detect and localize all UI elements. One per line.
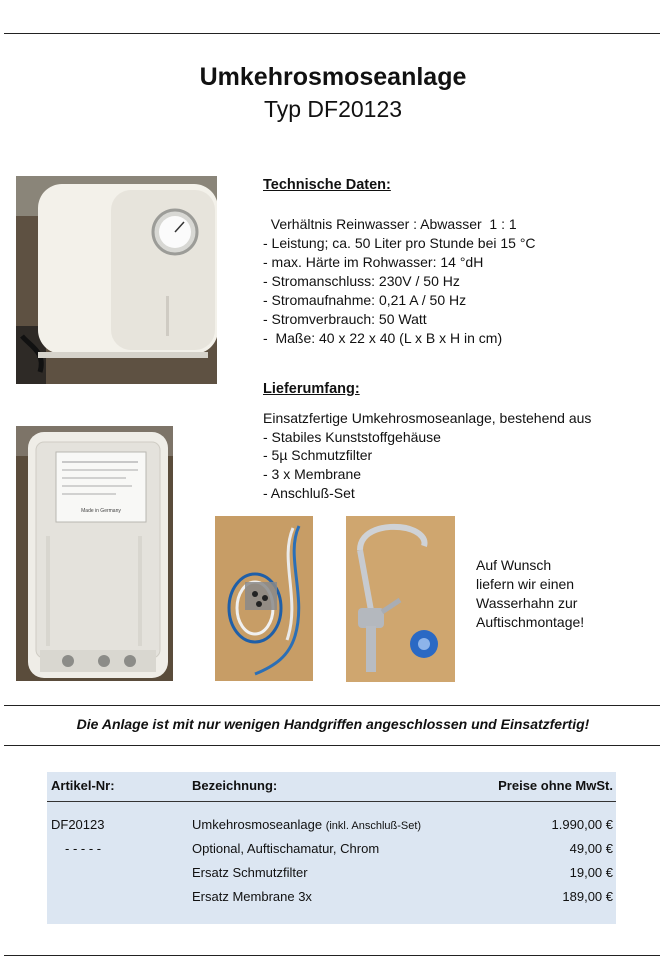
tech-spec-line: - Stromanschluss: 230V / 50 Hz	[263, 273, 460, 289]
tagline: Die Anlage ist mit nur wenigen Handgriffen angeschlossen und Einsatzfertig!	[76, 716, 590, 732]
bottom-rule	[4, 955, 660, 956]
connection-set-photo	[215, 516, 313, 681]
faucet-photo	[346, 516, 455, 682]
row-price: 49,00 €	[569, 841, 613, 856]
faucet-offer-line: Auf Wunsch	[476, 557, 552, 573]
header-article: Artikel-Nr:	[51, 778, 115, 793]
tech-spec-line: Verhältnis Reinwasser : Abwasser 1 : 1	[263, 216, 517, 232]
top-rule	[4, 33, 660, 34]
delivery-line: - Anschluß-Set	[263, 485, 355, 501]
row-name-note: (inkl. Anschluß-Set)	[325, 820, 422, 832]
delivery-heading: Lieferumfang:	[263, 381, 360, 397]
row-name: Ersatz Schmutzfilter	[192, 865, 308, 880]
faucet-offer-line: liefern wir einen	[476, 576, 575, 592]
delivery-line: - Stabiles Kunststoffgehäuse	[263, 429, 441, 445]
made-in-germany-label: Made in Germany	[81, 508, 121, 514]
faucet-offer-line: Wasserhahn zur	[476, 595, 578, 611]
header-price: Preise ohne MwSt.	[498, 778, 613, 793]
tech-spec-line: - Leistung; ca. 50 Liter pro Stunde bei 15 °C	[263, 235, 536, 251]
tech-spec-line: - Stromverbrauch: 50 Watt	[263, 311, 427, 327]
tech-heading: Technische Daten:	[263, 177, 391, 193]
unit-back-photo	[16, 426, 173, 681]
row-name-text: Umkehrosmoseanlage	[192, 817, 323, 832]
price-table	[47, 772, 616, 924]
tech-spec-line: - Stromaufnahme: 0,21 A / 50 Hz	[263, 292, 467, 308]
row-article: DF20123	[51, 817, 105, 832]
delivery-line: Einsatzfertige Umkehrosmoseanlage, bestehend aus	[263, 410, 592, 426]
tech-spec-line: - max. Härte im Rohwasser: 14 °dH	[263, 254, 484, 270]
tagline-bottom-rule	[4, 745, 660, 746]
row-name	[192, 817, 421, 832]
row-name: Ersatz Membrane 3x	[192, 889, 312, 904]
faucet-offer-text	[476, 556, 584, 632]
row-price: 19,00 €	[569, 865, 613, 880]
page-title: Umkehrosmoseanlage	[199, 63, 467, 91]
unit-front-photo	[16, 176, 217, 384]
delivery-line: - 3 x Membrane	[263, 466, 362, 482]
row-price: 1.990,00 €	[551, 817, 613, 832]
faucet-offer-line: Auftischmontage!	[476, 614, 585, 630]
page-subtitle: Typ DF20123	[263, 96, 403, 122]
tagline-top-rule	[4, 705, 660, 706]
header-name: Bezeichnung:	[192, 778, 278, 793]
row-price: 189,00 €	[562, 889, 613, 904]
row-article: - - - - -	[65, 841, 102, 856]
row-name: Optional, Auftischamatur, Chrom	[192, 841, 380, 856]
tech-spec-line: - Maße: 40 x 22 x 40 (L x B x H in cm)	[263, 330, 503, 346]
price-table-header	[47, 772, 616, 802]
delivery-line: - 5µ Schmutzfilter	[263, 447, 373, 463]
